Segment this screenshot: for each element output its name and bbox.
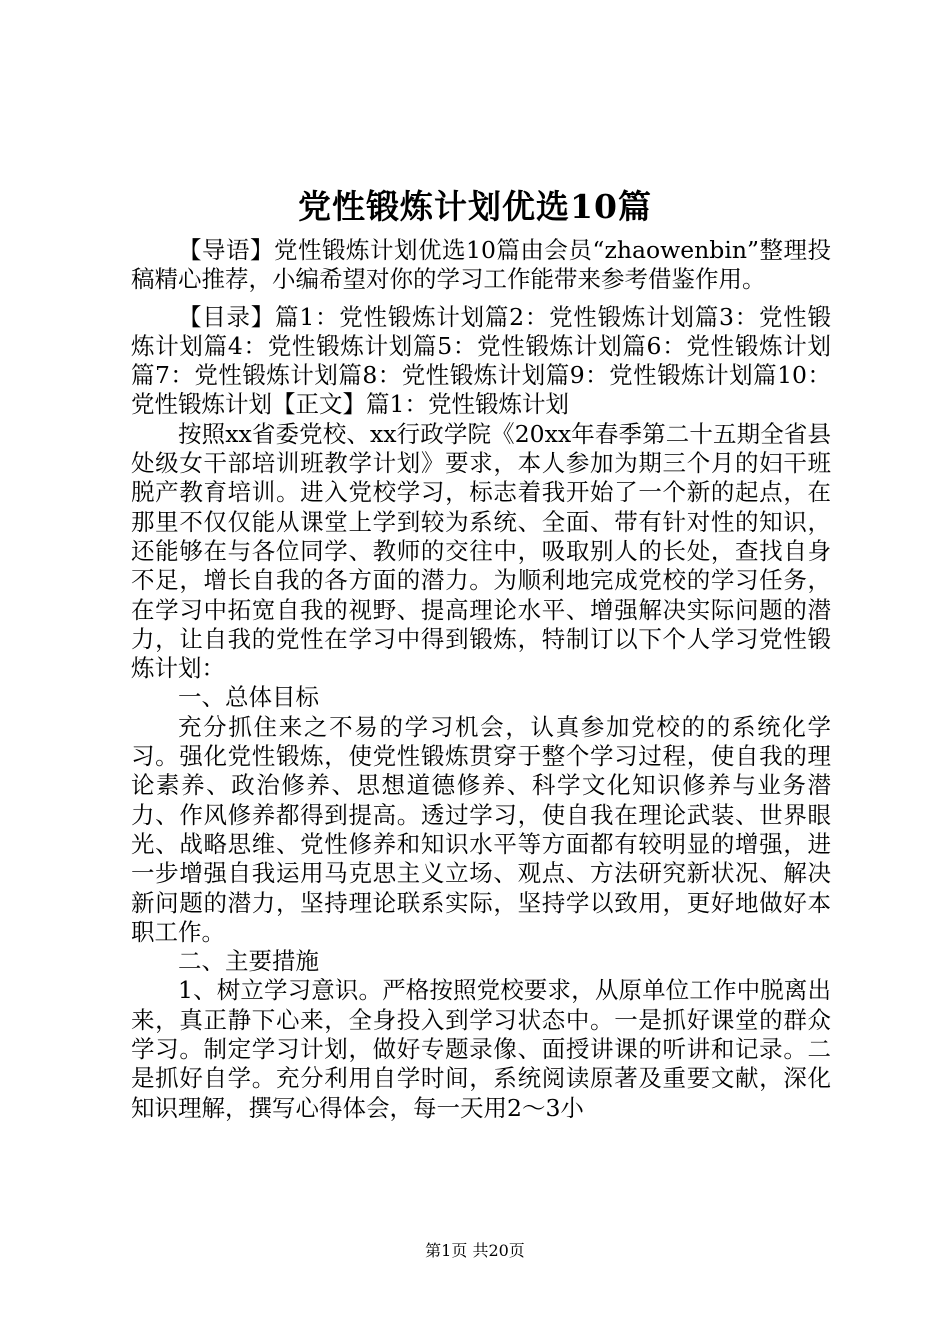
body-paragraph: 1、树立学习意识。严格按照党校要求，从原单位工作中脱离出来，真正静下心来，全身投入到学习状态中。一是抓好课堂的群众学习。制定学习计划，做好专题录像、面授讲课的听讲和记录。二是抓好自学。充分利用自学时间，系统阅读原著及重要文献，深化知识理解，撰写心得体会，每一天用2～3小: [131, 976, 831, 1122]
document-body: [131, 236, 831, 1123]
page-number: 第1页 共20页: [425, 1241, 525, 1260]
intro-paragraph: 【导语】党性锻炼计划优选10篇由会员“zhaowenbin”整理投稿精心推荐，小编希望对你的学习工作能带来参考借鉴作用。: [131, 236, 831, 294]
section-heading: 二、主要措施: [178, 947, 319, 976]
body-paragraph: 充分抓住来之不易的学习机会，认真参加党校的的系统化学习。强化党性锻炼，使党性锻炼贯穿于整个学习过程，使自我的理论素养、政治修养、思想道德修养、科学文化知识修养与业务潜力、作风修养都得到提高。透过学习，使自我在理论武装、世界眼光、战略思维、党性修养和知识水平等方面都有较明显的增强，进一步增强自我运用马克思主义立场、观点、方法研究新状况、解决新问题的潜力，坚持理论联系实际，坚持学以致用，更好地做好本职工作。: [131, 712, 831, 946]
body-paragraph: 按照xx省委党校、xx行政学院《20xx年春季第二十五期全省县处级女干部培训班教学计划》要求，本人参加为期三个月的妇干班脱产教育培训。进入党校学习，标志着我开始了一个新的起点，在那里不仅仅能从课堂上学到较为系统、全面、带有针对性的知识，还能够在与各位同学、教师的交往中，吸取别人的长处，查找自身不足，增长自我的各方面的潜力。为顺利地完成党校的学习任务，在学习中拓宽自我的视野、提高理论水平、增强解决实际问题的潜力，让自我的党性在学习中得到锻炼，特制订以下个人学习党性锻炼计划：: [131, 419, 831, 683]
section-heading: 一、总体目标: [178, 683, 319, 712]
toc-paragraph: 【目录】篇1：党性锻炼计划篇2：党性锻炼计划篇3：党性锻炼计划篇4：党性锻炼计划篇5：党性锻炼计划篇6：党性锻炼计划篇7：党性锻炼计划篇8：党性锻炼计划篇9：党性锻炼计划篇10：党性锻炼计划【正文】篇1：党性锻炼计划: [131, 302, 831, 419]
document-title: 党性锻炼计划优选10篇: [298, 187, 652, 226]
